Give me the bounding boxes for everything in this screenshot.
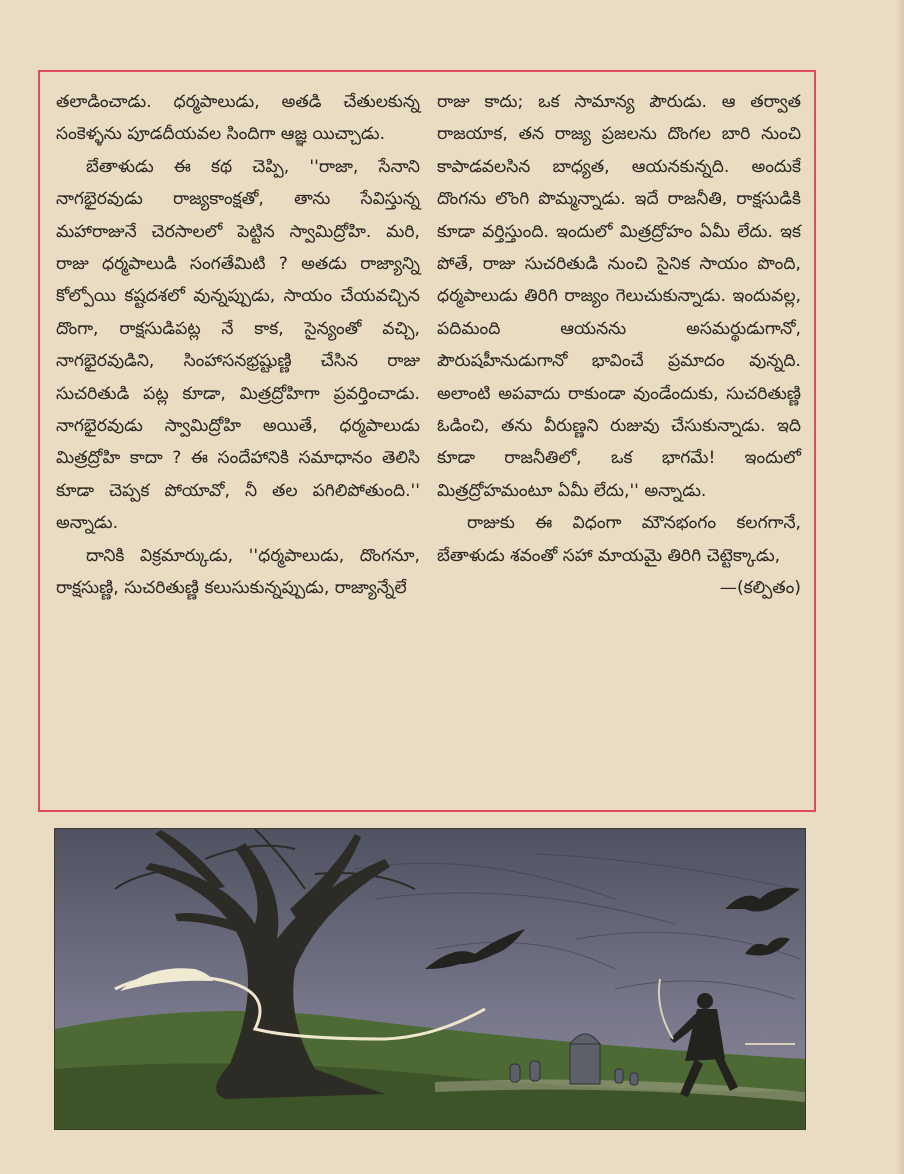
closing-text: రాజుకు ఈ విధంగా మౌనభంగం కలగగానే, బేతాళుడు శవంతో సహా మాయమై తిరిగి చెట్టెక్కాడు, [437, 513, 801, 566]
left-text-column [56, 86, 420, 605]
paragraph: దానికి విక్రమార్కుడు, ''ధర్మపాలుడు, దొంగనూ, రాక్షసుణ్ణి, సుచరితుణ్ణి కలుసుకున్నప్పుడు, రాజ్యాన్నేలే [56, 545, 420, 599]
page-edge [896, 0, 904, 1174]
paragraph [437, 507, 801, 599]
paragraph: తలాడించాడు. ధర్మపాలుడు, అతడి చేతులకున్న సంకెళ్ళను పూడదీయవల సిందిగా ఆజ్ఞ యిచ్చాడు. [56, 92, 420, 145]
paragraph: బేతాళుడు ఈ కథ చెప్పి, ''రాజా, సేనాని నాగభైరవుడు రాజ్యకాంక్షతో, తాను సేవిస్తున్న మహారాజునే చెరసాలలో పెట్టిన స్వామిద్రోహి. మరి, రాజు ధర్మపాలుడి సంగతేమిటి ? అతడు రాజ్యాన్ని కోల్పోయి కష్టదశలో వున్నప్పుడు, సాయం చేయవచ్చిన దొంగా, రాక్షసుడిపట్ల నే కాక, సైన్యంతో వచ్చి, నాగభైరవుడిని, సింహాసనభ్రష్టుణ్ణి చేసిన రాజు సుచరితుడి పట్ల కూడా, మిత్రద్రోహిగా ప్రవర్తించాడు. నాగభైరవుడు స్వామిద్రోహి అయితే, ధర్మపాలుడు మిత్రద్రోహి కాదా ? ఈ సందేహానికి సమాధానం తెలిసి కూడా చెప్పక పోయావో, నీ తల పగిలిపోతుంది.'' అన్నాడు. [56, 156, 420, 534]
night-scene-drawing [55, 829, 805, 1129]
story-signature: —(కల్పితం) [719, 578, 801, 599]
story-illustration [54, 828, 806, 1130]
paragraph: రాజు కాదు; ఒక సామాన్య పౌరుడు. ఆ తర్వాత రాజయాక, తన రాజ్య ప్రజలను దొంగల బారి నుంచి కాపాడవలసిన బాధ్యత, ఆయనకున్నది. అందుకే దొంగను లొంగి పొమ్మన్నాడు. ఇదే రాజనీతి, రాక్షసుడికి కూడా వర్తిస్తుంది. ఇందులో మిత్రద్రోహం ఏమీ లేదు. ఇక పోతే, రాజు సుచరితుడి నుంచి సైనిక సాయం పొంది, ధర్మపాలుడు తిరిగి రాజ్యం గెలుచుకున్నాడు. ఇందువల్ల, పదిమంది ఆయనను అసమర్థుడుగానో, పౌరుషహీనుడుగానో భావించే ప్రమాదం వున్నది. అలాంటి అపవాదు రాకుండా వుండేందుకు, సుచరితుణ్ణి ఓడించి, తను వీరుణ్ణని రుజువు చేసుకున్నాడు. ఇది కూడా రాజనీతిలో, ఒక భాగమే! ఇందులో మిత్రద్రోహమంటూ ఏమీ లేదు,'' అన్నాడు. [437, 92, 801, 501]
text-frame [38, 70, 816, 812]
right-text-column [437, 86, 801, 605]
